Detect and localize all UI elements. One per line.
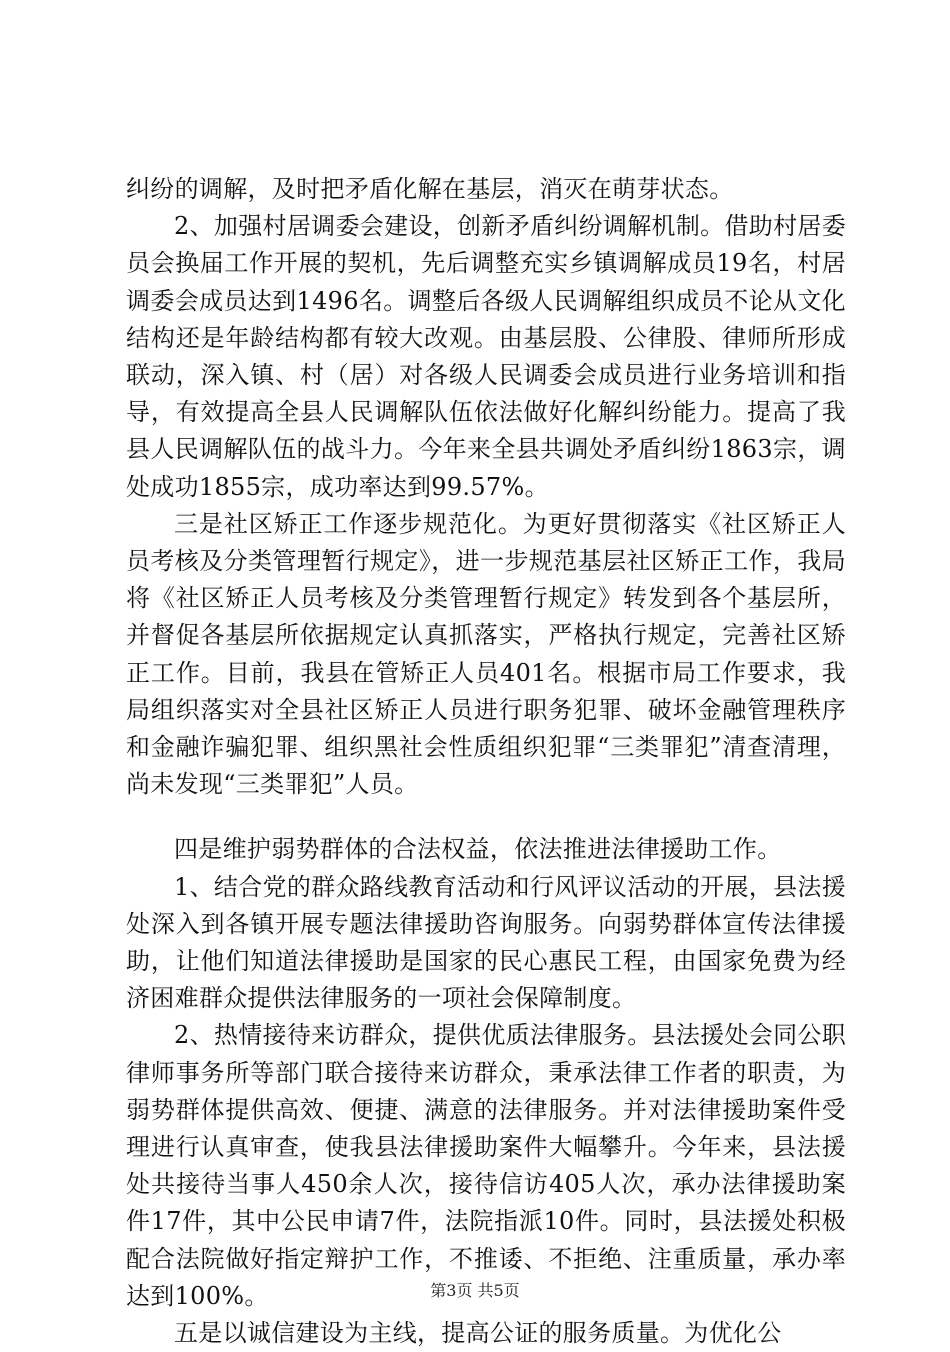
page-footer: 第3页 共5页 <box>430 1281 520 1300</box>
paragraph-continuation: 纠纷的调解，及时把矛盾化解在基层，消灭在萌芽状态。 <box>126 175 734 203</box>
paragraph-notary-service: 五是以诚信建设为主线，提高公证的服务质量。为优化公 <box>174 1319 782 1348</box>
paragraph-legal-aid-item-2: 2、热情接待来访群众，提供优质法律服务。县法援处会同公职律师事务所等部门联合接待来访群众，秉承法律工作者的职责，为弱势群体提供高效、便捷、满意的法律服务。并对法律援助案件受理进行认真审查，使我县法律援助案件大幅攀升。今年来，县法援处共接待当事人450余人次，接待信访405人次，承办法律援助案件17件，其中公民申请7件，法院指派10件。同时，县法援处积极配合法院做好指定辩护工作，不推诿、不拒绝、注重质量，承办率达到100%。 <box>126 1021 846 1310</box>
document-body <box>126 171 846 1352</box>
paragraph-legal-aid-item-1: 1、结合党的群众路线教育活动和行风评议活动的开展，县法援处深入到各镇开展专题法律援助咨询服务。向弱势群体宣传法律援助，让他们知道法律援助是国家的民心惠民工程，由国家免费为经济困难群众提供法律服务的一项社会保障制度。 <box>126 872 846 1013</box>
paragraph-legal-aid-heading: 四是维护弱势群体的合法权益，依法推进法律援助工作。 <box>174 835 782 864</box>
paragraph-community-correction: 三是社区矫正工作逐步规范化。为更好贯彻落实《社区矫正人员考核及分类管理暂行规定》，进一步规范基层社区矫正工作，我局将《社区矫正人员考核及分类管理暂行规定》转发到各个基层所，并督促各基层所依据规定认真抓落实，严格执行规定，完善社区矫正工作。目前，我县在管矫正人员401名。根据市局工作要求，我局组织落实对全县社区矫正人员进行职务犯罪、破坏金融管理秩序和金融诈骗犯罪、组织黑社会性质组织犯罪“三类罪犯”清查清理，尚未发现“三类罪犯”人员。 <box>126 509 846 799</box>
paragraph-village-mediation: 2、加强村居调委会建设，创新矛盾纠纷调解机制。借助村居委员会换届工作开展的契机，先后调整充实乡镇调解成员19名，村居调委会成员达到1496名。调整后各级人民调解组织成员不论从文化结构还是年龄结构都有较大改观。由基层股、公律股、律师所形成联动，深入镇、村（居）对各级人民调委会成员进行业务培训和指导，有效提高全县人民调解队伍依法做好化解纠纷能力。提高了我县人民调解队伍的战斗力。今年来全县共调处矛盾纠纷1863宗，调处成功1855宗，成功率达到99.57%。 <box>126 212 846 501</box>
